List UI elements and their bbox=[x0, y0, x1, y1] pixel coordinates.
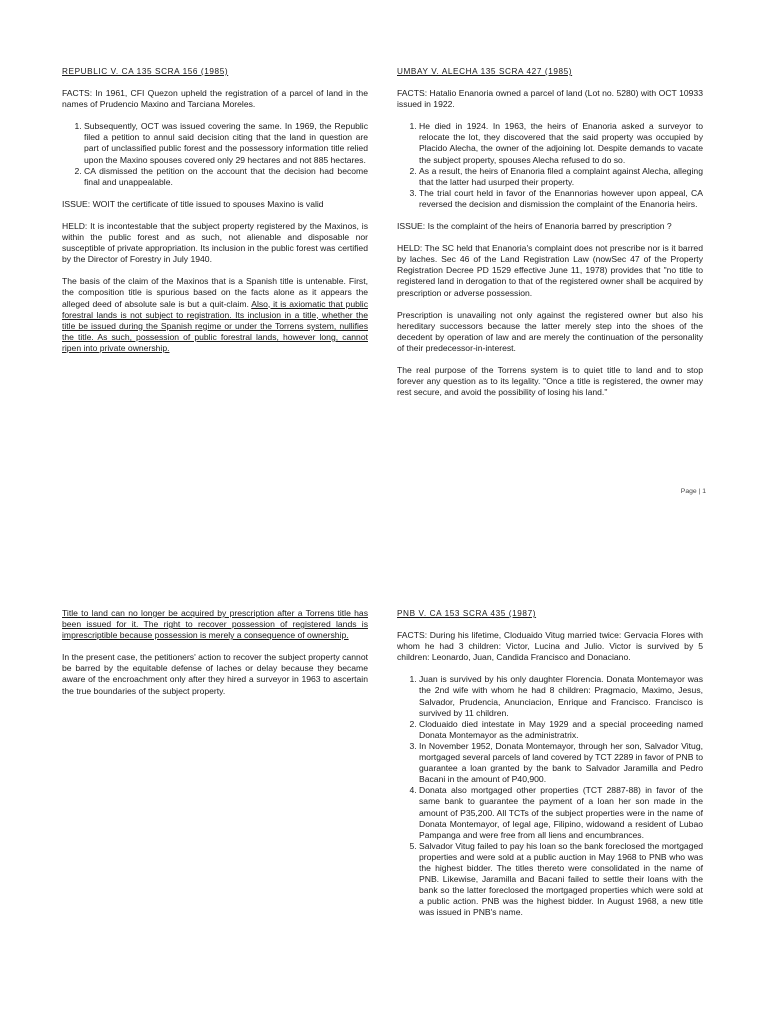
underlined-holding: Also, it is axiomatic that public forestral lands is not subject to registration. Its inclusion in a title, whether the title be issued during the Spanish regime or under the Torrens system, nullifies the title. As such, possession of public forestral lands, however long, cannot ripen into private ownership. bbox=[62, 298, 368, 353]
list-item: 1. Subsequently, OCT was issued covering the same. In 1969, the Republic filed a petition to annul said decision citing that the land in question are part of unclassified public forest and the possessory information title relied upon the Maxino spouses covered only 29 hectares and not 885 hectares. bbox=[84, 121, 368, 165]
issue-paragraph: ISSUE: WOIT the certificate of title issued to spouses Maxino is valid bbox=[62, 198, 324, 209]
case-title: REPUBLIC V. CA 135 SCRA 156 (1985) bbox=[62, 67, 229, 76]
held-paragraph: HELD: The SC held that Enanoria's complaint does not prescribe nor is it barred by laches. Sec 46 of the Land Registration Law (nowSec 47 of the Property Registration Decree PD 1529 effective June 11, 1978) provides that "no title to registered land in derogation to that of the registered owner shall be acquired by prescription or adverse possession. bbox=[397, 243, 703, 298]
page-number: Page | 1 bbox=[680, 488, 706, 495]
basis-text: The basis of the claim of the Maxinos that is a Spanish title is untenable. First, the composition title is spurious based on the facts alone as it appears the alleged deed of absolute sale is but a quit-claim. bbox=[62, 276, 368, 309]
list-item: 2. As a result, the heirs of Enanoria filed a complaint against Alecha, alleging that the latter had usurped their property. bbox=[419, 166, 703, 188]
issue-paragraph: ISSUE: Is the complaint of the heirs of Enanoria barred by prescription ? bbox=[397, 221, 672, 232]
list-item: 3. The trial court held in favor of the Enannorias however upon appeal, CA reversed the decision and dismission the complaint of the Enanoria heirs. bbox=[419, 188, 703, 210]
facts-list bbox=[62, 121, 368, 188]
case-republic-v-ca bbox=[62, 66, 368, 365]
case-title: PNB V. CA 153 SCRA 435 (1987) bbox=[397, 609, 537, 618]
facts-paragraph: FACTS: During his lifetime, Cloduaido Vitug married twice: Gervacia Flores with whom he had 3 children: Victor, Lucina and Julio. Victor is survived by 5 children: Leonardo, Juan, Candida Francisco and Donaciano. bbox=[397, 630, 703, 663]
facts-paragraph: FACTS: In 1961, CFI Quezon upheld the registration of a parcel of land in the names of Prudencio Maxino and Tarciana Moreles. bbox=[62, 88, 368, 110]
held-paragraph: HELD: It is incontestable that the subject property registered by the Maxinos, is within the public forest and as such, not alienable and disposable nor susceptible of private appropriation. Its inclusion in the public forest was certified by the Director of Forestry in July 1940. bbox=[62, 220, 368, 265]
present-case-paragraph: In the present case, the petitioners' action to recover the subject property cannot be barred by the equitable defense of laches or delay because they became aware of the encroachment only after they hired a surveyor in 1963 to ascertain the true boundaries of the subject property. bbox=[62, 652, 368, 696]
case-title: UMBAY V. ALECHA 135 SCRA 427 (1985) bbox=[397, 67, 573, 76]
facts-list bbox=[397, 121, 703, 210]
facts-paragraph: FACTS: Hatalio Enanoria owned a parcel of land (Lot no. 5280) with OCT 10933 issued in 1922. bbox=[397, 88, 703, 110]
case-umbay-continued bbox=[62, 608, 368, 708]
list-item: 5. Salvador Vitug failed to pay his loan so the bank foreclosed the mortgaged properties and were sold at a public auction in May 1968 to PNB who was the highest bidder. The titles thereto were consolidated in the name of PNB. Likewise, Jaramilla and Bacani failed to settle their loans with the bank so the latter foreclosed the mortgaged properties which were sold at a public action. PNB was the highest bidder. In August 1968, a new title was issued in PNB's name. bbox=[419, 841, 703, 919]
list-item: 3. In November 1952, Donata Montemayor, through her son, Salvador Vitug, mortgaged several parcels of land covered by TCT 2289 in favor of PNB to guarantee a loan granted by the bank to Salvador Jaramilla and Pedro Bacani in the amount of P40,900. bbox=[419, 741, 703, 785]
document-page-2 bbox=[0, 600, 768, 1024]
case-umbay-v-alecha bbox=[397, 66, 703, 409]
prescription-paragraph: Prescription is unavailing not only against the registered owner but also his hereditary successors because the latter merely step into the shoes of the decedent by operation of law and are merely the continuation of the personality of their predecessor-in-interest. bbox=[397, 309, 703, 353]
list-item: 1. Juan is survived by his only daughter Florencia. Donata Montemayor was the 2nd wife with whom he had 8 children: Pragmacio, Maximo, Jesus, Salvador, Prudencia, Anunciacion, Enrique and Francisco. Francisco is survived by 11 children. bbox=[419, 674, 703, 718]
page-gap bbox=[0, 520, 768, 600]
facts-list bbox=[397, 674, 703, 918]
basis-paragraph bbox=[62, 276, 368, 354]
underlined-holding: Title to land can no longer be acquired by prescription after a Torrens title has been issued for it. The right to recover possession of registered lands is imprescriptible because possession is merely a consequence of ownership. bbox=[62, 608, 368, 641]
list-item: 2. CA dismissed the petition on the account that the decision had become final and unappealable. bbox=[84, 166, 368, 188]
purpose-paragraph: The real purpose of the Torrens system is to quiet title to land and to stop forever any question as to its legality. "Once a title is registered, the owner may rest secure, and avoid the possibility of losing his land." bbox=[397, 364, 703, 398]
case-pnb-v-ca bbox=[397, 608, 703, 929]
list-item: 1. He died in 1924. In 1963, the heirs of Enanoria asked a surveyor to relocate the lot, they discovered that the said property was occupied by Placido Alecha, the owner of the adjoining lot. Despite demands to vacate the subject property, spouses Alecha refused to do so. bbox=[419, 121, 703, 165]
list-item: 2. Cloduaido died intestate in May 1929 and a special proceeding named Donata Montemayor as the administratrix. bbox=[419, 719, 703, 741]
list-item: 4. Donata also mortgaged other properties (TCT 2887-88) in favor of the same bank to guarantee the payment of a loan her son made in the amount of P35,200. All TCTs of the subject properties were in the name of Donata Montemayor, of legal age, Filipino, widowand a resident of Lubao Pampanga and were free from all liens and encumbrances. bbox=[419, 785, 703, 840]
